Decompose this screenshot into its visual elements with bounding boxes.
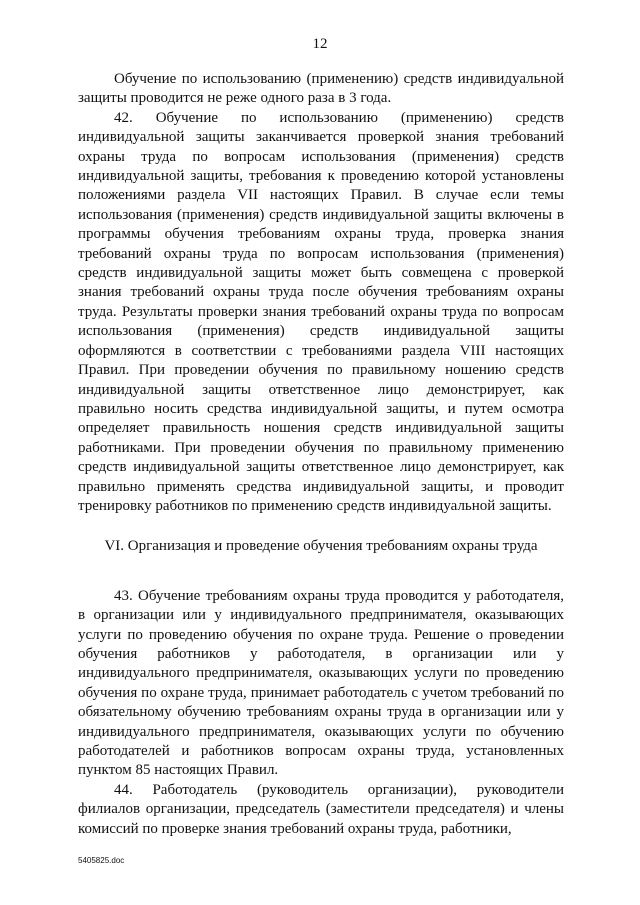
paragraph-44: 44. Работодатель (руководитель организации), руководители филиалов организации, председатель (заместители председателя) и члены комиссий по проверке знания требований охраны труда, работники,: [78, 781, 564, 837]
footer-filename: 5405825.doc: [78, 856, 125, 865]
page-number: 12: [312, 36, 328, 52]
document-body: [78, 70, 564, 839]
section-heading: VI. Организация и проведение обучения требованиям охраны труда: [104, 538, 538, 555]
paragraph-43: 43. Обучение требованиям охраны труда проводится у работодателя, в организации или у индивидуального предпринимателя, оказывающих услуги по проведению обучения по охране труда. Решение о проведении обучения работников у работодателя, в организации или у индивидуального предпринимателя, оказывающих услуги по проведению обучения по охране труда, принимает работодатель с учетом требований по обязательному обучению требованиям охраны труда в организации или у индивидуального предпринимателя, оказывающих услуги по обучению работодателей и работников вопросам охраны труда, установленных пунктом 85 настоящих Правил.: [78, 587, 564, 779]
paragraph-42: 42. Обучение по использованию (применению) средств индивидуальной защиты заканчивается проверкой знания требований охраны труда по вопросам использования (применения) средств индивидуальной защиты, требования к проведению которой установлены положениями раздела VII настоящих Правил. В случае если темы использования (применения) средств индивидуальной защиты включены в программы обучения требованиям охраны труда, проверка знания требований охраны труда по вопросам использования (применения) средств индивидуальной защиты может быть совмещена с проверкой знания требований охраны труда после обучения требованиям охраны труда. Результаты проверки знания требований охраны труда по вопросам использования (применения) средств индивидуальной защиты оформляются в соответствии с требованиями раздела VIII настоящих Правил. При проведении обучения по правильному ношению средств индивидуальной защиты ответственное лицо демонстрирует, как правильно носить средства индивидуальной защиты, и путем осмотра определяет правильность ношения средств индивидуальной защиты работниками. При проведении обучения по правильному применению средств индивидуальной защиты ответственное лицо демонстрирует, как правильно применять средства индивидуальной защиты, и проводит тренировку работников по применению средств индивидуальной защиты.: [78, 109, 564, 514]
paragraph-ppe-training-frequency: Обучение по использованию (применению) средств индивидуальной защиты проводится не реже одного раза в 3 года.: [78, 71, 564, 107]
